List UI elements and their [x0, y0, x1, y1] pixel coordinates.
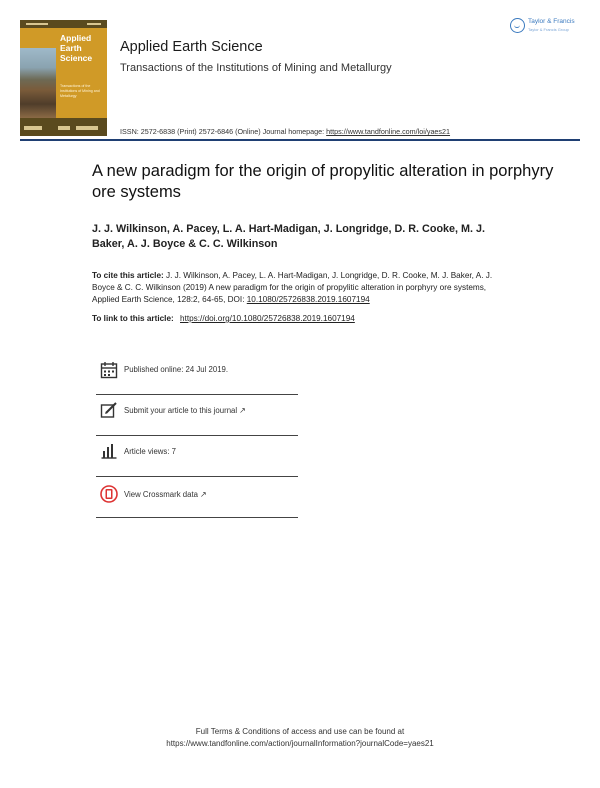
- article-views-row: [96, 438, 298, 477]
- publisher-tagline: Taylor & Francis Group: [528, 27, 569, 32]
- footer-terms-link[interactable]: https://www.tandfonline.com/action/journalInformation?journalCode=yaes21: [166, 739, 434, 748]
- header-divider: [20, 139, 580, 141]
- publisher-name: Taylor & Francis: [528, 18, 575, 25]
- published-online-text: Published online: 24 Jul 2019.: [124, 365, 229, 374]
- journal-cover: [20, 20, 107, 136]
- page-footer: [100, 726, 500, 750]
- submit-article-row[interactable]: [96, 397, 298, 436]
- external-link-icon: ↗: [199, 490, 207, 499]
- crossmark-row[interactable]: [96, 479, 298, 518]
- cover-bottom-bar: [20, 118, 107, 136]
- cover-subtitle: Transactions of the Institutions of Mining and Metallurgy: [60, 84, 100, 98]
- crossmark-text: View Crossmark data: [124, 490, 198, 499]
- article-views-text: Article views: 7: [124, 447, 176, 456]
- citation-text: J. J. Wilkinson, A. Pacey, L. A. Hart-Madigan, J. Longridge, D. R. Cooke, M. J. Baker, A. J. Boyce & C. C. Wilkinson (2019) A new paradigm for the origin of propylitic alteration in porphyry ore systems, Applied Earth Science, 128:2, 64-65, DOI:: [92, 271, 493, 304]
- published-online-row: [96, 356, 298, 395]
- citation-label: To cite this article:: [92, 271, 164, 280]
- cover-title: Applied Earth Science: [60, 33, 93, 63]
- external-link-icon: ↗: [239, 406, 246, 415]
- crossmark-link[interactable]: [124, 490, 207, 499]
- publisher-logo[interactable]: [508, 17, 584, 37]
- article-authors: J. J. Wilkinson, A. Pacey, L. A. Hart-Madigan, J. Longridge, D. R. Cooke, M. J. Baker, A. J. Boyce & C. C. Wilkinson: [92, 223, 486, 250]
- journal-homepage-link[interactable]: https://www.tandfonline.com/loi/yaes21: [326, 127, 451, 136]
- edit-icon: [100, 401, 118, 419]
- bar-chart-icon: [100, 442, 118, 460]
- journal-subtitle: Transactions of the Institutions of Mining and Metallurgy: [120, 62, 392, 74]
- publisher-logo-icon: [510, 18, 525, 33]
- citation-doi-link[interactable]: 10.1080/25726838.2019.1607194: [246, 295, 370, 304]
- crossmark-icon: [100, 485, 118, 503]
- citation-block: [92, 270, 512, 306]
- article-link-url[interactable]: https://doi.org/10.1080/25726838.2019.1607194: [180, 314, 355, 323]
- issn-text: ISSN: 2572-6838 (Print) 2572-6846 (Online) Journal homepage:: [120, 127, 325, 136]
- cover-photo: [20, 48, 56, 118]
- footer-terms-text: Full Terms & Conditions of access and use can be found at: [195, 727, 405, 736]
- submit-article-text: Submit your article to this journal: [124, 406, 238, 415]
- journal-title: Applied Earth Science: [120, 39, 263, 55]
- article-link-line: [92, 314, 355, 323]
- issn-line: [120, 127, 450, 136]
- calendar-icon: [100, 361, 118, 379]
- article-title: A new paradigm for the origin of propylitic alteration in porphyry ore systems: [92, 162, 554, 201]
- article-link-label: To link to this article:: [92, 314, 174, 323]
- submit-article-link[interactable]: [124, 406, 246, 415]
- cover-top-bar: [20, 20, 107, 28]
